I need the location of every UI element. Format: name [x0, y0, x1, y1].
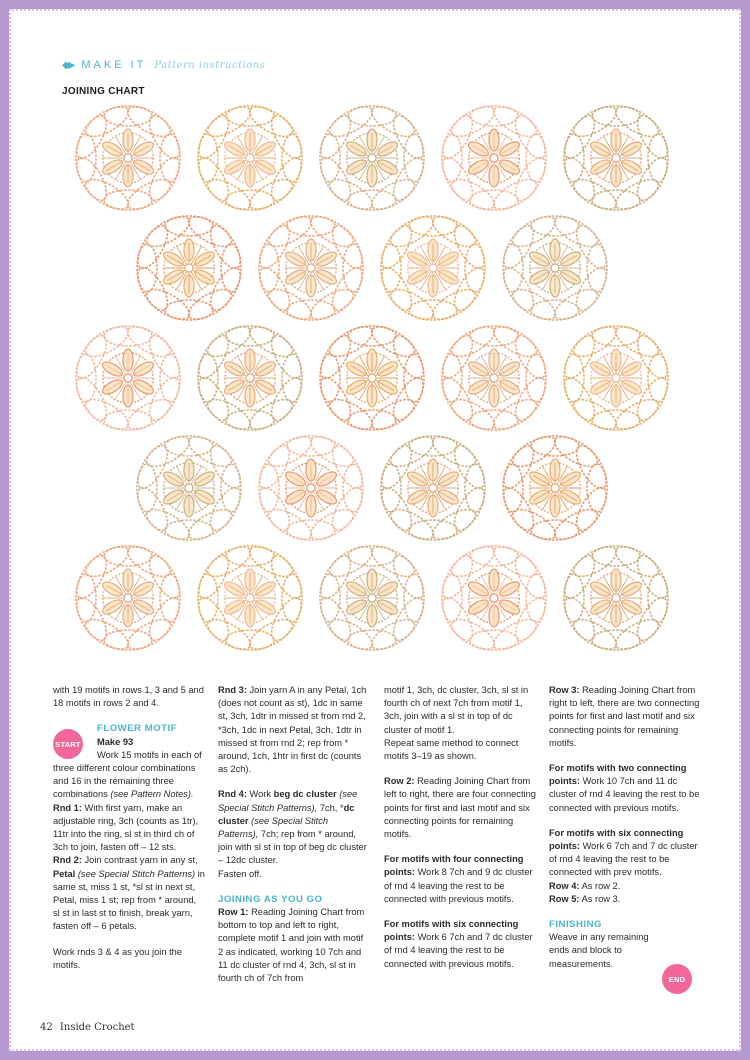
two-points-text: For motifs with two connecting points: Work 10 7ch and 11 dc cluster of rnd 4 leaving the rest to be connected with previous motifs. — [549, 763, 700, 813]
flower-motif — [254, 211, 368, 325]
flower-motif — [254, 431, 368, 545]
column-3 — [384, 684, 536, 983]
flower-motif — [559, 321, 673, 435]
row2-text: Row 2: Reading Joining Chart from left to right, there are four connecting points for first and last motif and six connecting points for remaining motifs. — [384, 776, 536, 840]
flower-motif — [71, 101, 185, 215]
section-header — [62, 59, 265, 71]
end-badge: END — [662, 964, 692, 994]
row3-text: Row 3: Reading Joining Chart from right to left, there are two connecting points for first and last motif and six connecting points for remaining motifs. — [549, 685, 700, 748]
flower-motif — [71, 321, 185, 435]
row1-continued: motif 1, 3ch, dc cluster, 3ch, sl st in fourth ch of next 7ch from motif 1, 3ch, join with a sl st in top of dc cluster of motif 1. — [384, 685, 529, 735]
flower-motif — [376, 211, 490, 325]
flower-motif — [132, 211, 246, 325]
flower-motif — [315, 101, 429, 215]
column-1 — [53, 684, 205, 984]
flower-motif — [132, 431, 246, 545]
rnd3-text: Rnd 3: Join yarn A in any Petal, 1ch (does not count as st), 1dc in same st, 3ch, 1dtr in missed st from rnd 2, *3ch, 1dc in next Petal, 3ch, 1dtr in missed st from rnd 2; rep from * around, 1ch, 1htr in first dc (counts as 2ch). — [218, 685, 367, 775]
six-points-text: For motifs with six connecting points: Work 6 7ch and 7 dc cluster of rnd 4 leaving the rest to be connected with previous motifs. — [384, 919, 533, 969]
flower-motif — [437, 101, 551, 215]
flower-motif — [559, 541, 673, 652]
fasten-off-text: Fasten off. — [218, 868, 262, 879]
rnd1-text: Rnd 1: With first yarn, make an adjustable ring, 3ch (counts as 1tr), 11tr into the ring, sl st in third ch of 3ch to join, fasten off – 12 sts. — [53, 802, 199, 853]
six-points-text-row3: For motifs with six connecting points: Work 6 7ch and 7 dc cluster of rnd 4 leaving the rest to be connected with prev motifs. — [549, 827, 698, 878]
finishing-heading: FINISHING — [549, 919, 603, 931]
repeat-text: Repeat same method to connect motifs 3–19 as shown. — [384, 737, 519, 762]
section-label: MAKE IT — [81, 59, 147, 71]
column-2 — [218, 684, 370, 997]
section-subtitle: Pattern instructions — [154, 59, 266, 71]
flower-motif — [559, 101, 673, 215]
make-count: Make 93 — [97, 736, 134, 747]
start-badge: START — [53, 729, 83, 759]
double-arrow-icon: ◆▶ — [62, 59, 74, 71]
joining-chart — [60, 100, 690, 652]
flower-motif — [193, 321, 307, 435]
row1-text: Row 1: Reading Joining Chart from bottom to top and left to right, complete motif 1 and join with motif 2 as indicated, working 10 7ch and 11 dc cluster of rnd 4, 3ch, sl st in fourth ch of 7ch from — [218, 907, 365, 984]
rnd2-text: Rnd 2: Join contrast yarn in any st, Petal (see Special Stitch Patterns) in same st, miss 1 st, *sl st in next st, Petal, miss 1 st; rep from * around, sl st in last st to finish, break yarn, fasten off – 6 petals. — [53, 855, 205, 932]
row4-text: Row 4: As row 2. — [549, 880, 621, 891]
flower-motif — [315, 541, 429, 652]
row5-text: Row 5: As row 3. — [549, 893, 621, 904]
flower-motif — [193, 101, 307, 215]
page-number: 42 — [40, 1022, 53, 1033]
flower-motif — [498, 431, 612, 545]
rnds34-text: Work rnds 3 & 4 as you join the motifs. — [53, 946, 183, 970]
flower-motif-heading: FLOWER MOTIF — [97, 723, 178, 735]
magazine-name: Inside Crochet — [59, 1022, 135, 1033]
intro-text: with 19 motifs in rows 1, 3 and 5 and 18 motifs in rows 2 and 4. — [53, 685, 204, 709]
column-4 — [549, 684, 701, 983]
flower-motif — [315, 321, 429, 435]
flower-motif — [498, 211, 612, 325]
page-footer — [40, 1022, 139, 1033]
finishing-text: Weave in any remaining ends and block to measurements. — [549, 932, 649, 969]
four-points-text: For motifs with four connecting points: Work 8 7ch and 9 dc cluster of rnd 4 leaving the rest to be connected with previous motifs. — [384, 854, 533, 904]
flower-motif — [193, 541, 307, 652]
flower-motif — [376, 431, 490, 545]
flower-motif — [71, 541, 185, 652]
flower-motif — [437, 321, 551, 435]
rnd4-text: Rnd 4: Work beg dc cluster (see Special Stitch Patterns), 7ch, *dc cluster (see Special Stitch Patterns), 7ch; rep from * around, join with sl st in top of beg dc cluster – 12dc cluster. — [218, 789, 367, 866]
chart-title: JOINING CHART — [62, 86, 145, 97]
flower-motif — [437, 541, 551, 652]
joining-heading: JOINING AS YOU GO — [218, 893, 323, 905]
make-text: Work 15 motifs in each of three different colour combinations and 16 in the remaining three combinations (see Pattern Notes). — [53, 749, 202, 800]
